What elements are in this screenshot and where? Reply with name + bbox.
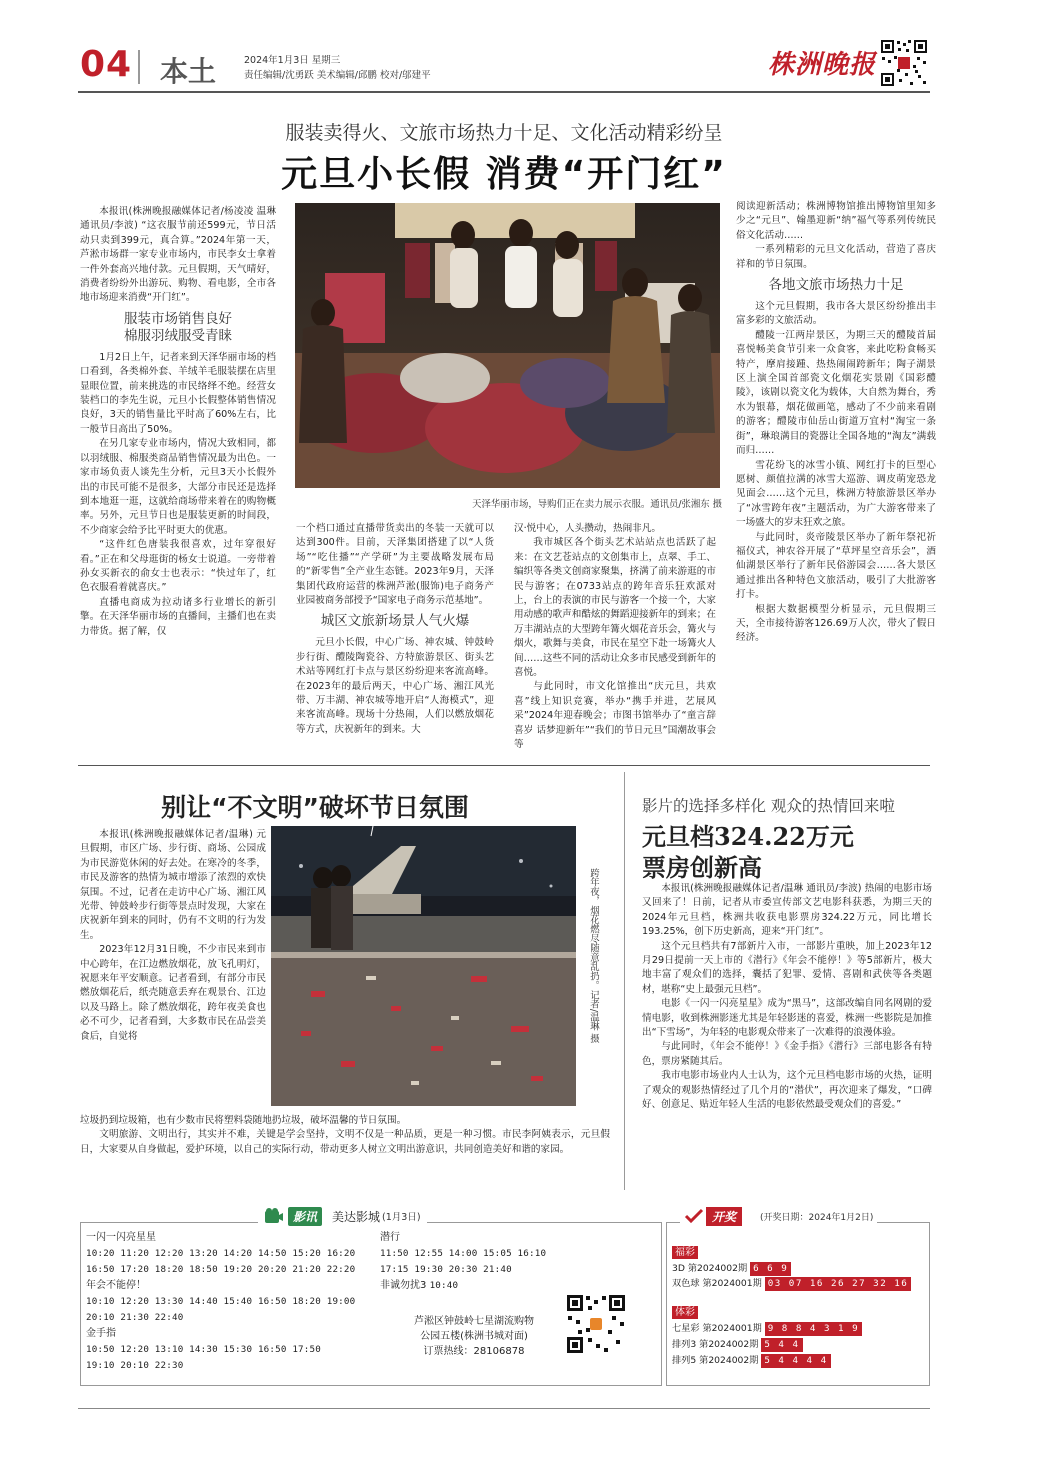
lead-paragraph: 阅读迎新活动；株洲博物馆推出博物馆里知多少之“元旦”、翰墨迎新“纳”福气等系列传统民俗文化活动…… — [736, 201, 936, 241]
lottery-row — [672, 1277, 911, 1291]
editors-line: 责任编辑/沈勇跃 美术编辑/邱鹏 校对/邬建平 — [244, 70, 431, 81]
lead-paragraph: 我市城区各个街头艺术站站点也活跃了起来：在文艺苍站点的文创集市上，点翠、手工、编织等各类文创商家聚集，挤满了前来游逛的市民与游客；在0733站点的跨年音乐狂欢派对上，台上的表演的市民与游客一个接一个，大家用动感的歌声和酷炫的舞蹈迎接新年的到来；在万丰湖站点的大型跨年篝火烟花音乐会，篝火与烟火，歌舞与美食，市民在星空下赴一场篝火人间……这些不同的活动让众多市民感受到新年的喜悦。 — [514, 537, 716, 679]
lottery-name: 七星彩 第2024001期 — [672, 1323, 762, 1334]
film-row — [380, 1278, 560, 1294]
lead-paragraph: 一个档口通过直播带货卖出的冬装一天就可以达到300件。目前，天泽集团搭建了以“人货场”“吃住播”“产学研”为主要战略发展布局的“新零售”全产业生态链。2023年9月，天泽集团代政府运营的株洲芦淞(服饰)电子商务产业园被商务部授予“国家电子商务示范基地”。 — [296, 523, 494, 607]
film-showtimes: 11:50 12:55 14:00 15:05 16:10 — [380, 1248, 547, 1259]
article3-headline-line2: 票房创新高 — [642, 853, 762, 882]
lottery-name: 排列3 第2024002期 — [672, 1339, 759, 1350]
column-divider — [624, 772, 625, 1190]
checkmark-icon — [684, 1208, 704, 1224]
section-divider — [78, 765, 930, 766]
film-showtimes: 10:50 12:20 13:10 14:30 15:30 16:50 17:50 — [86, 1344, 321, 1355]
lead-paragraph: 醴陵一江两岸景区，为期三天的醴陵首届喜悦畅美食节引来一众食客，来此吃粉食畅买特产，摩肩接踵、热热闹闹跨新年；陶子湖景区上演全国首部瓷文化烟花实景剧《国彩醴陵》，该剧以瓷文化为载体，大自然为舞台，秀水为银幕，烟花做画笔，感动了不少前来看剧的游客；醴陵市仙岳山街道万宜村“淘宝一条街”，琳琅满目的瓷器让全国各地的“淘友”满载而归…… — [736, 329, 936, 457]
article3-kicker: 影片的选择多样化 观众的热情回来啦 — [642, 797, 895, 815]
lead-intro-paragraph: 本报讯(株洲晚报融媒体记者/杨凌凌 温琳 通讯员/李波) “这衣服节前还599元，节日活动只卖到399元，真合算。”2024年第一天，芦淞市场群一家专业市场内，市民李女士拿着一件外套高兴地付款。元旦假期，天气晴好，消费者纷纷外出游玩、购物、看电影，全市各地市场迎来消费“开门红”。 — [80, 206, 276, 304]
lottery-row — [672, 1354, 831, 1368]
cinema-showtimes-right — [380, 1230, 560, 1294]
lead-paragraph: 雪花纷飞的冰雪小镇、网红打卡的巨型心愿树、颜值拉满的冰雪大巡游、调皮萌宠恐龙见面会……这个元旦，株洲方特旅游景区举办了“冰雪跨年夜”主题活动，为广大游客带来了一场盛大的岁末狂欢之旅。 — [736, 459, 936, 529]
film-showtimes: 10:10 12:20 13:30 14:40 15:40 16:50 18:20 19:00 — [86, 1296, 356, 1307]
lottery-badge: 开奖 — [706, 1207, 742, 1226]
lead-photo-shopping — [295, 203, 720, 488]
lead-paragraph: 元旦小长假，中心广场、神农城、钟鼓岭步行街、醴陵陶瓷谷、方特旅游景区、街头艺术站等网红打卡点与景区纷纷迎来客流高峰。在2023年的最后两天，中心广场、湘江风光带、万丰湖、神农城等地开启“人海模式”，迎来客流高峰。现场十分热闹，人们以燃放烟花等方式，庆祝新年的到来。大 — [296, 637, 494, 735]
lottery-numbers: 03 07 16 26 27 32 16 — [765, 1277, 912, 1291]
lead-kicker: 服装卖得火、文旅市场热力十足、文化活动精彩纷呈 — [285, 122, 723, 144]
page-number: 04 — [80, 44, 133, 85]
article2-photo-caption: 跨年夜，烟花燃尽随意乱扔。记者/温琳 摄 — [588, 868, 599, 1044]
lottery-numbers: 5 4 4 — [761, 1338, 802, 1352]
film-title: 潜行 — [380, 1232, 400, 1243]
lead-paragraph: 这个元旦假期，我市各大景区纷纷推出丰富多彩的文旅活动。 — [736, 301, 936, 327]
lead-paragraph: 直播电商成为拉动诸多行业增长的新引擎。在天泽华丽市场的直播间，主播们也在卖力带货。据了解，仅 — [80, 596, 276, 637]
film-title: 金手指 — [86, 1328, 116, 1339]
lead-paragraph: “这件红色唐装我很喜欢，过年穿很好看。”正在和父母逛街的杨女士说道。一旁带着孙女买新衣的俞女士也表示：“快过年了，红色衣服看着就喜庆。” — [80, 539, 276, 594]
lottery-numbers: 6 6 9 — [750, 1262, 791, 1276]
lead-paragraph: 与此同时，炎帝陵景区举办了新年祭祀祈福仪式，神农谷开展了“草坪星空音乐会”，酒仙湖景区举行了新年民俗游园会……各大景区通过推出各种特色文旅活动，吸引了大批游客打卡。 — [736, 531, 936, 601]
film-showtimes: 19:10 20:10 22:30 — [86, 1360, 184, 1371]
film-showtimes: 20:10 21:30 22:40 — [86, 1312, 184, 1323]
article3-paragraph: 这个元旦档共有7部新片入市，一部影片重映，加上2023年12月29日提前一天上市的《潜行》《年会不能停！》等5部新片，极大地丰富了观众们的选择，囊括了犯罪、爱情、喜剧和武侠等各类题材，堪称“史上最强元旦档”。 — [642, 940, 932, 995]
lead-paragraph: 1月2日上午，记者来到天泽华丽市场的档口看到，各类棉外套、羊绒羊毛服装摆在店里显眼位置，前来挑选的市民络绎不绝。经营女装档口的李先生说，元旦小长假整体销售情况良好，3天的销售量比平时高了60%左右，比一般节日高出了50%。 — [80, 351, 276, 435]
cinema-phone: 订票热线：28106878 — [423, 1346, 525, 1357]
section-title: 本土 — [160, 55, 217, 88]
lead-subhead-1-line2: 棉服羽绒服受青睐 — [124, 327, 232, 344]
article2-column-left — [80, 828, 266, 1116]
article2-paragraph: 本报讯(株洲晚报融媒体记者/温琳) 元旦假期，市区广场、步行街、商场、公园成为市民游览休闲的好去处。在寒冷的冬季，市民及游客的热情为城市增添了浓烈的欢快氛围。不过，记者在走访中心广场、湘江风光带、钟鼓岭步行街等景点时发现，大家在庆祝新年到来的同时，仍有不文明的行为发生。 — [80, 829, 266, 941]
film-showtimes: 10:40 — [429, 1280, 459, 1291]
article2-paragraph: 2023年12月31日晚，不少市民来到市中心跨年，在江边燃放烟花，放飞孔明灯，祝愿来年平安顺意。记者看到，有部分市民燃放烟花后，纸壳随意丢弃在观景台、江边以及马路上。除了燃放烟花，跨年夜美食也必不可少，记者看到，大多数市民在品尝美食后，自觉将 — [80, 944, 266, 1042]
film-showtimes: 17:15 19:30 20:30 21:40 — [380, 1264, 512, 1275]
lead-paragraph: 根据大数据模型分析显示，元旦假期三天，全市接待游客126.69万人次，带火了假日经济。 — [736, 603, 936, 644]
cinema-header — [258, 1206, 427, 1226]
lottery-sports-label: 体彩 — [672, 1306, 698, 1319]
article3-paragraph: 电影《一闪一闪亮星星》成为“黑马”，这部改编自同名网剧的爱情电影，收到株洲影迷尤其是年轻影迷的喜爱，株洲一些影院是加推出“下雪场”，为年轻的电影观众带来了一次难得的浪漫体验。 — [642, 998, 932, 1039]
film-title: 非诚勿扰3 — [380, 1280, 427, 1291]
masthead-logo: 株洲晚报 — [768, 50, 877, 80]
article2-photo-riverside — [271, 826, 576, 1106]
film-title: 年会不能停！ — [86, 1280, 146, 1291]
lead-paragraph: 与此同时，市文化馆推出“庆元旦，共欢喜”线上知识竞赛，举办“携手并进，艺展风采”2024年迎春晚会；市图书馆举办了“童言辞喜岁 话梦迎新年”“我们的节日元旦”国潮故事会等 — [514, 681, 716, 751]
article3-column — [642, 882, 932, 1186]
footer-rule — [78, 1408, 930, 1409]
cinema-badge: 影讯 — [288, 1207, 322, 1226]
lead-column-1 — [80, 205, 276, 735]
article3-paragraph: 我市电影市场业内人士认为，这个元旦档电影市场的火热，证明了观众的观影热情经过了几个月的“潜伏”，再次迎来了爆发，“口碑好、创意足、贴近年轻人生活的电影依然最受观众们的喜爱。” — [642, 1070, 932, 1111]
article2-paragraph: 垃圾扔到垃圾箱，也有少数市民将塑料袋随地扔垃圾，破坏温馨的节日氛围。 — [80, 1115, 407, 1126]
lottery-name: 双色球 第2024001期 — [672, 1278, 762, 1289]
lottery-row — [672, 1322, 862, 1336]
lead-headline: 元旦小长假 消费“开门红” — [281, 154, 727, 195]
article3-paragraph: 与此同时，《年会不能停！》《金手指》《潜行》三部电影各有特色，票房紧随其后。 — [642, 1041, 932, 1067]
film-showtimes: 10:20 11:20 12:20 13:20 14:20 14:50 15:20 16:20 — [86, 1248, 356, 1259]
cinema-address — [394, 1314, 554, 1359]
lottery-numbers: 5 4 4 4 4 — [761, 1354, 830, 1368]
lead-subhead-1 — [80, 311, 276, 345]
lead-subhead-3: 各地文旅市场热力十足 — [768, 277, 904, 294]
lead-column-3 — [514, 522, 716, 751]
cinema-showtimes-left — [86, 1230, 374, 1374]
film-showtimes: 16:50 17:20 18:20 18:50 19:20 20:20 21:20 22:20 — [86, 1264, 356, 1275]
article2-headline: 别让“不文明”破坏节日氛围 — [161, 793, 469, 822]
header-qr-code — [880, 39, 928, 87]
lead-column-4 — [736, 200, 936, 740]
lead-photo-caption: 天泽华丽市场，导购们正在卖力展示衣服。通讯员/张湘东 摄 — [472, 499, 722, 510]
lottery-name: 3D 第2024002期 — [672, 1263, 748, 1274]
lottery-header — [680, 1206, 877, 1226]
article3-headline-line1: 元旦档324.22万元 — [642, 822, 854, 851]
lead-subhead-1-line1: 服装市场销售良好 — [124, 310, 232, 327]
cinema-date: (1月3日) — [382, 1212, 421, 1223]
lead-paragraph: 汉·悦中心，人头攒动，热闹非凡。 — [514, 523, 661, 534]
lead-paragraph: 一系列精彩的元旦文化活动，营造了喜庆祥和的节日氛围。 — [736, 244, 936, 270]
film-title: 一闪一闪亮星星 — [86, 1232, 156, 1243]
article3-paragraph: 本报讯(株洲晚报融媒体记者/温琳 通讯员/李波) 热闹的电影市场又回来了！日前，记者从市委宣传部文艺电影科获悉，为期三天的2024年元旦档，株洲共收获电影票房324.22万元，同比增长193.25%，创下历史新高，迎来“开门红”。 — [642, 883, 932, 938]
lottery-welfare-label: 福彩 — [672, 1246, 698, 1259]
header-divider — [138, 50, 140, 84]
lead-subhead-2: 城区文旅新场景人气火爆 — [320, 613, 470, 630]
lottery-row — [672, 1338, 803, 1352]
cinema-address-line2: 公园五楼(株洲书城对面) — [420, 1331, 528, 1342]
lottery-row — [672, 1262, 791, 1276]
lottery-numbers: 9 8 8 4 3 1 9 — [765, 1322, 862, 1336]
article2-column-bottom — [80, 1114, 610, 1184]
lottery-name: 排列5 第2024002期 — [672, 1355, 759, 1366]
lead-column-2 — [296, 522, 494, 737]
date-line: 2024年1月3日 星期三 — [244, 55, 341, 66]
lead-paragraph: 在另几家专业市场内，情况大致相同，都以羽绒服、棉服类商品销售情况最为出色。一家市场负责人谈先生分析，元旦3天小长假外出的市民可能不是很多，大部分市民还是选择到本地逛一逛，这就给商场带来着在的购物概率。另外，元旦节日也是服装更新的时间段，不少商家会给予比平时更大的优惠。 — [80, 438, 276, 536]
lottery-date: (开奖日期：2024年1月2日) — [760, 1212, 874, 1223]
header-rule — [78, 91, 930, 93]
cinema-address-line1: 芦淞区钟鼓岭七星湖流购物 — [414, 1316, 534, 1327]
cinema-name: 美达影城 — [332, 1209, 381, 1224]
cinema-qr-code — [566, 1294, 626, 1354]
film-reel-icon — [264, 1208, 284, 1224]
article2-paragraph: 文明旅游、文明出行，其实并不难，关键是学会坚持，文明不仅是一种品质，更是一种习惯。市民李阿姨表示，元旦假日，大家要从自身做起，爱护环境，以自己的实际行动，带动更多人树立文明出游意识，共同创造美好和谐的家园。 — [80, 1129, 610, 1155]
